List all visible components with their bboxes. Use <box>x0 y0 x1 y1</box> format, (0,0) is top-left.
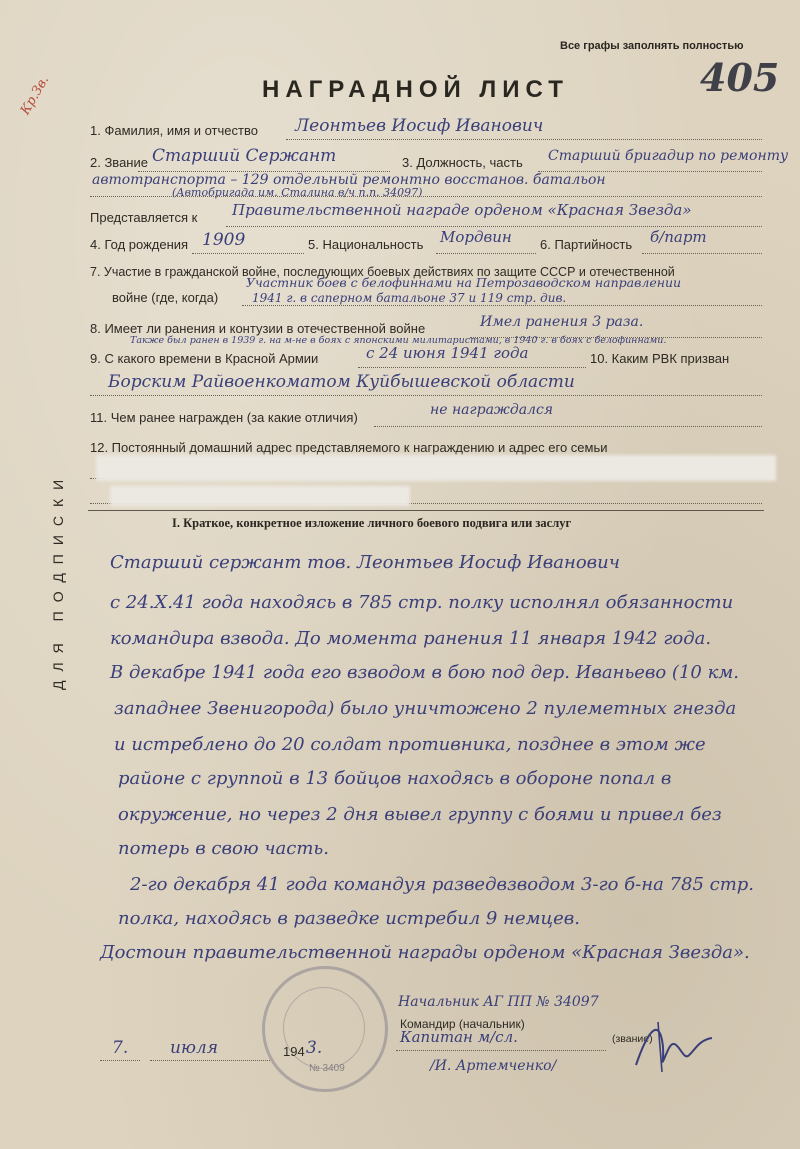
field-10-line <box>90 395 762 396</box>
field-7-label-line1: 7. Участие в гражданской войне, последующих боевых действиях по защите СССР и отечественной <box>90 265 675 279</box>
side-label-for-signature: ДЛЯ ПОДПИСКИ <box>50 470 66 690</box>
field-1-value: Леонтьев Иосиф Иванович <box>295 116 544 136</box>
rank-hand: Капитан м/сл. <box>400 1028 518 1046</box>
field-3-value-line3: (Автобригада им. Сталина в/ч п.п. 34097) <box>172 186 423 199</box>
field-3-value-line2: автотранспорта – 129 отдельный ремонтно восстанов. батальон <box>92 172 606 188</box>
story-line: полка, находясь в разведке истребил 9 немцев. <box>118 908 580 929</box>
field-7-label-line2: войне (где, когда) <box>112 290 219 305</box>
field-3-label: 3. Должность, часть <box>402 155 523 170</box>
field-9-label: 9. С какого времени в Красной Армии <box>90 351 319 366</box>
date-year-printed: 194 <box>283 1044 305 1059</box>
field-3-value-line1: Старший бригадир по ремонту <box>548 148 789 164</box>
presented-label: Представляется к <box>90 210 198 225</box>
field-9-line <box>358 367 586 368</box>
field-8-value-line1: Имел ранения 3 раза. <box>480 314 644 330</box>
story-line: Старший сержант тов. Леонтьев Иосиф Иванович <box>110 552 620 573</box>
field-6-value: б/парт <box>650 228 707 246</box>
field-7-line <box>242 305 762 306</box>
field-6-line <box>642 253 762 254</box>
field-11-line <box>374 426 762 427</box>
story-line: и истреблено до 20 солдат противника, позднее в этом же <box>114 734 706 755</box>
date-month-line <box>150 1060 270 1061</box>
story-line: В декабре 1941 года его взводом в бою под дер. Иваньево (10 км. <box>110 662 739 683</box>
story-line: потерь в свою часть. <box>118 838 329 859</box>
section-title: I. Краткое, конкретное изложение личного боевого подвига или заслуг <box>172 516 572 530</box>
field-4-label: 4. Год рождения <box>90 237 189 252</box>
field-6-label: 6. Партийность <box>540 237 633 252</box>
field-12-label: 12. Постоянный домашний адрес представляемого к награждению и адрес его семьи <box>90 440 608 455</box>
commander-label: Командир (начальник) <box>400 1017 525 1031</box>
field-5-value: Мордвин <box>440 228 512 246</box>
story-line: окружение, но через 2 дня вывел группу с боями и привел без <box>118 804 722 825</box>
date-day: 7. <box>112 1038 129 1058</box>
field-8-value-line2: Также был ранен в 1939 г. на м-не в боях с японскими милитаристами, в 1940 г. в боях с белофиннами. <box>130 335 667 346</box>
date-month: июля <box>170 1038 218 1058</box>
story-line: командира взвода. До момента ранения 11 января 1942 года. <box>110 628 712 649</box>
presented-line <box>226 226 762 227</box>
field-8-label: 8. Имеет ли ранения и контузии в отечественной войне <box>90 321 426 336</box>
commander-title-hand: Начальник АГ ПП № 34097 <box>398 994 599 1010</box>
signatory-name: /И. Артемченко/ <box>430 1058 557 1074</box>
page-title: НАГРАДНОЙ ЛИСТ <box>262 76 569 103</box>
corner-number: 405 <box>700 55 780 100</box>
rank-line <box>396 1050 606 1051</box>
redacted-address-2 <box>110 486 410 506</box>
section-divider <box>88 510 764 511</box>
story-line: с 24.X.41 года находясь в 785 стр. полку исполнял обязанности <box>110 592 734 613</box>
field-10-label: 10. Каким РВК призван <box>590 351 730 366</box>
field-1-line <box>286 139 762 140</box>
field-11-value: не награждался <box>430 402 554 418</box>
field-4-line <box>192 253 304 254</box>
field-5-line <box>436 253 536 254</box>
official-stamp: № 3409 <box>262 966 388 1092</box>
field-1-label: 1. Фамилия, имя и отчество <box>90 123 258 138</box>
story-line: западнее Звенигорода) было уничтожено 2 пулеметных гнезда <box>114 698 737 719</box>
rank-label: (звание) <box>612 1033 653 1045</box>
field-7-value-line1: Участник боев с белофиннами на Петрозаводском направлении <box>246 275 682 290</box>
field-4-value: 1909 <box>202 230 246 250</box>
field-7-value-line2: 1941 г. в саперном батальоне 37 и 119 стр. див. <box>252 291 567 305</box>
field-2-value: Старший Сержант <box>152 146 337 166</box>
corner-mark: Кр.Зв. <box>18 73 53 118</box>
fill-all-fields-note: Все графы заполнять полностью <box>560 40 744 52</box>
field-9-value: с 24 июня 1941 года <box>366 344 529 362</box>
date-year-hand: 3. <box>306 1038 323 1058</box>
field-10-value: Борским Райвоенкоматом Куйбышевской области <box>108 372 575 392</box>
story-line: Достоин правительственной награды орденом «Красная Звезда». <box>100 942 750 963</box>
field-5-label: 5. Национальность <box>308 237 424 252</box>
signature <box>628 1010 718 1080</box>
field-2-label: 2. Звание <box>90 155 148 170</box>
story-line: районе с группой в 13 бойцов находясь в обороне попал в <box>118 768 672 789</box>
story-line: 2-го декабря 41 года командуя разведвзводом 3-го б-на 785 стр. <box>130 874 755 895</box>
presented-value: Правительственной награде орденом «Красная Звезда» <box>232 201 692 219</box>
date-day-line <box>100 1060 140 1061</box>
redacted-address-1 <box>96 455 776 481</box>
field-11-label: 11. Чем ранее награжден (за какие отличия) <box>90 410 358 425</box>
